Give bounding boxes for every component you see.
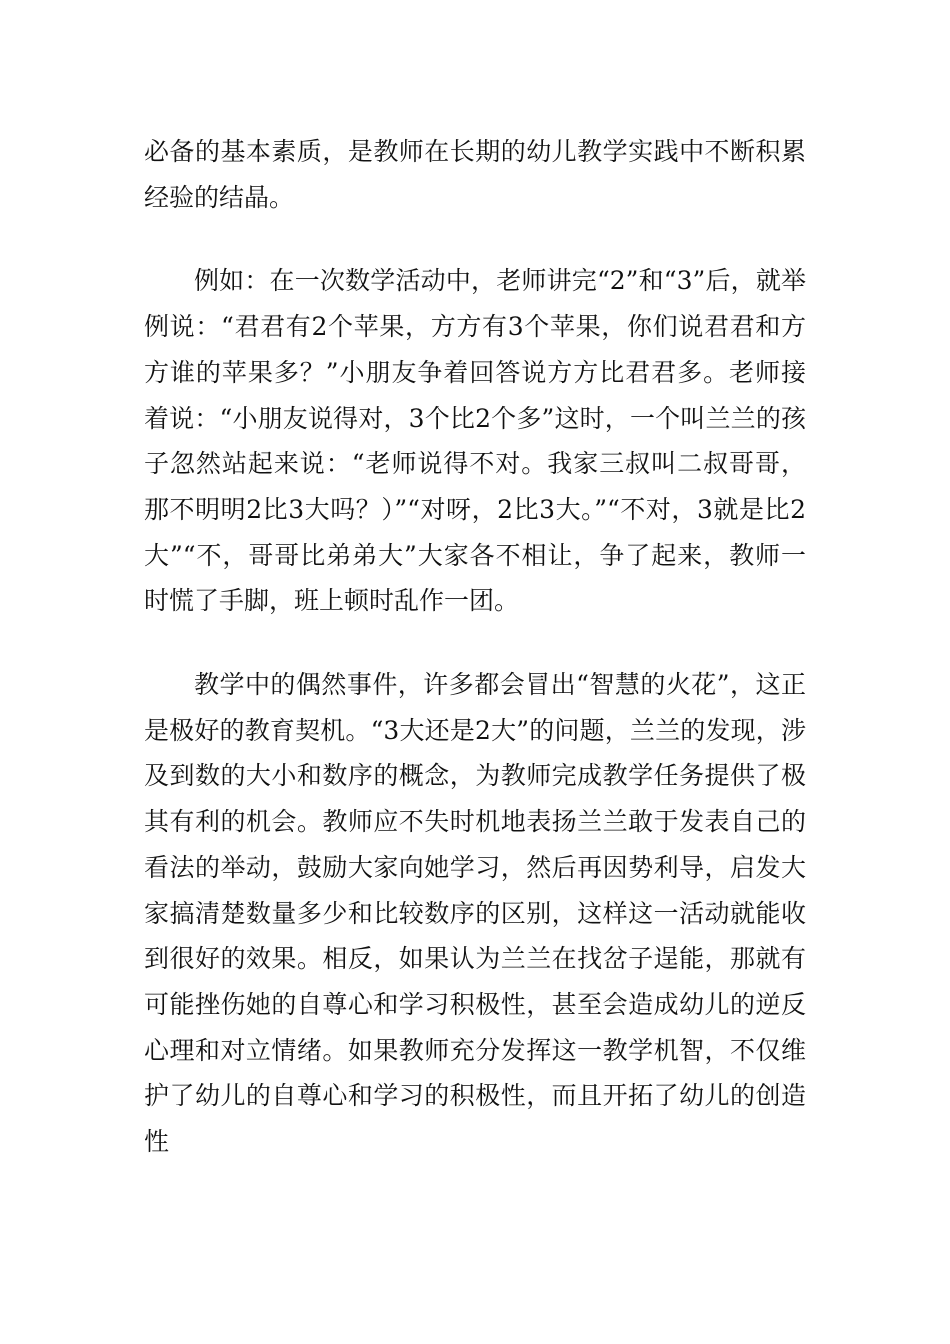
document-body: [144, 129, 806, 1165]
paragraph-analysis: 教学中的偶然事件，许多都会冒出“智慧的火花”，这正是极好的教育契机。“3大还是2大”的问题，兰兰的发现，涉及到数的大小和数序的概念，为教师完成教学任务提供了极其有利的机会。教师应不失时机地表扬兰兰敢于发表自己的看法的举动，鼓励大家向她学习，然后再因势利导，启发大家搞清楚数量多少和比较数序的区别，这样这一活动就能收到很好的效果。相反，如果认为兰兰在找岔子逞能，那就有可能挫伤她的自尊心和学习积极性，甚至会造成幼儿的逆反心理和对立情绪。如果教师充分发挥这一教学机智，不仅维护了幼儿的自尊心和学习的积极性，而且开拓了幼儿的创造性: [144, 670, 806, 1157]
paragraph-example: 例如：在一次数学活动中，老师讲完“2”和“3”后，就举例说：“君君有2个苹果，方方有3个苹果，你们说君君和方方谁的苹果多？”小朋友争着回答说方方比君君多。老师接着说：“小朋友说得对，3个比2个多”这时，一个叫兰兰的孩子忽然站起来说：“老师说得不对。我家三叔叫二叔哥哥，那不明明2比3大吗？）”“对呀，2比3大。”“不对，3就是比2大”“不，哥哥比弟弟大”大家各不相让，争了起来，教师一时慌了手脚，班上顿时乱作一团。: [144, 266, 806, 616]
paragraph-continuation: 必备的基本素质，是教师在长期的幼儿教学实践中不断积累经验的结晶。: [144, 137, 806, 212]
